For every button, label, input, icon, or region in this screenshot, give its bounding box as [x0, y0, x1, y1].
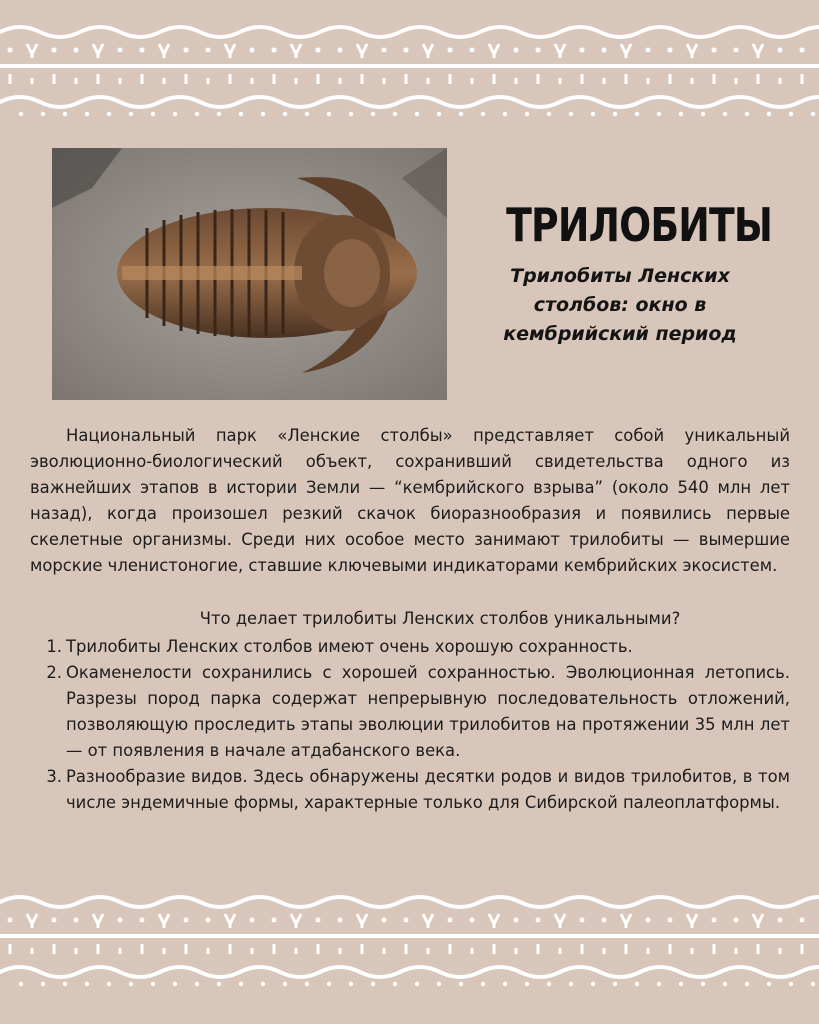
ornament-tick — [735, 78, 738, 84]
ornament-tick — [9, 74, 12, 84]
ornament-tick — [625, 944, 628, 954]
ornament-tick — [229, 944, 232, 954]
ornament-tick — [603, 78, 606, 84]
ornament-dot — [602, 918, 607, 923]
ornament-dot — [470, 918, 475, 923]
ornament-tick — [515, 78, 518, 84]
ornament-dot — [481, 982, 485, 986]
ornament-dot — [118, 918, 123, 923]
ornament-dot — [107, 112, 111, 116]
ornament-dot — [129, 112, 133, 116]
ornament-motif — [555, 44, 565, 58]
ornament-band-top — [0, 8, 819, 118]
ornament-tick — [779, 78, 782, 84]
list-number: 3. — [46, 767, 62, 786]
ornament-tick — [75, 948, 78, 954]
ornament-motif — [27, 914, 37, 928]
ornament-dot — [382, 918, 387, 923]
ornament-dot — [679, 982, 683, 986]
ornament-dot — [217, 112, 221, 116]
ornament-dot — [646, 918, 651, 923]
ornament-dot — [140, 48, 145, 53]
features-list — [30, 634, 790, 816]
ornament-dot — [206, 918, 211, 923]
ornament-motif — [687, 914, 697, 928]
ornament-dot — [712, 48, 717, 53]
ornament-dot — [591, 982, 595, 986]
ornament-motif — [291, 914, 301, 928]
ornament-dot — [283, 982, 287, 986]
ornament-tick — [207, 78, 210, 84]
ornament-dot — [569, 112, 573, 116]
ornament-motif — [753, 44, 763, 58]
ornament-tick — [361, 944, 364, 954]
ornament-dot — [437, 982, 441, 986]
ornament-dot — [646, 48, 651, 53]
ornament-dot — [151, 112, 155, 116]
ornament-dot — [547, 112, 551, 116]
ornament-dot — [184, 48, 189, 53]
ornament-dot — [151, 982, 155, 986]
ornament-dot — [393, 112, 397, 116]
ornament-tick — [493, 944, 496, 954]
ornament-tick — [119, 78, 122, 84]
list-text: Трилобиты Ленских столбов имеют очень хорошую сохранность. — [66, 637, 633, 656]
list-text: Окаменелости сохранились с хорошей сохранностью. Эволюционная летопись. Разрезы пород парка содержат непрерывную последовательность отложений, позволяющую проследить этапы эволюции трилобитов на протяжении 35 млн лет — от появления в начале атдабанского века. — [66, 663, 790, 760]
ornament-tick — [713, 74, 716, 84]
ornament-dot — [316, 918, 321, 923]
list-number: 2. — [46, 663, 62, 682]
ornament-dot — [745, 112, 749, 116]
ornament-tick — [119, 948, 122, 954]
ornament-dot — [470, 48, 475, 53]
ornament-motif — [423, 44, 433, 58]
ornament-tick — [647, 78, 650, 84]
ornament-motif — [93, 44, 103, 58]
ornament-tick — [625, 74, 628, 84]
ornament-dot — [41, 112, 45, 116]
ornament-motif — [621, 44, 631, 58]
ornament-dot — [613, 112, 617, 116]
ornament-motif — [357, 44, 367, 58]
ornament-dot — [514, 48, 519, 53]
ornament-dot — [41, 982, 45, 986]
ornament-dot — [173, 982, 177, 986]
ornament-dot — [591, 112, 595, 116]
trilobite-fossil-image — [52, 148, 447, 400]
ornament-tick — [339, 78, 342, 84]
ornament-dot — [107, 982, 111, 986]
ornament-dot — [536, 918, 541, 923]
ornament-tick — [669, 74, 672, 84]
ornament-dot — [63, 982, 67, 986]
ornament-dot — [184, 918, 189, 923]
intro-paragraph — [30, 423, 790, 579]
ornament-motif — [621, 914, 631, 928]
ornament-motif — [159, 44, 169, 58]
ornament-dot — [371, 982, 375, 986]
ornament-tick — [163, 948, 166, 954]
ornament-dot — [349, 982, 353, 986]
ornament-tick — [559, 78, 562, 84]
list-item — [30, 660, 790, 764]
ornament-dot — [668, 918, 673, 923]
list-item — [30, 764, 790, 816]
ornament-motif — [753, 914, 763, 928]
ornament-dot — [129, 982, 133, 986]
ornament-tick — [31, 78, 34, 84]
ornament-tick — [97, 74, 100, 84]
ornament-dot — [448, 48, 453, 53]
ornament-tick — [471, 948, 474, 954]
ornament-tick — [53, 944, 56, 954]
ornament-tick — [251, 78, 254, 84]
ornament-dot — [393, 982, 397, 986]
ornament-motif — [489, 44, 499, 58]
ornament-tick — [53, 74, 56, 84]
ornament-tick — [427, 948, 430, 954]
ornament-dot — [305, 982, 309, 986]
ornament-dot — [338, 48, 343, 53]
page-title: ТРИЛОБИТЫ — [506, 198, 773, 252]
ornament-dot — [371, 112, 375, 116]
ornament-tick — [493, 74, 496, 84]
ornament-dot — [668, 48, 673, 53]
ornament-dot — [778, 918, 783, 923]
ornament-tick — [185, 944, 188, 954]
ornament-dot — [525, 982, 529, 986]
ornament-dot — [85, 112, 89, 116]
ornament-dot — [272, 918, 277, 923]
ornament-dot — [569, 982, 573, 986]
ornament-dot — [404, 48, 409, 53]
ornament-dot — [140, 918, 145, 923]
ornament-dot — [657, 112, 661, 116]
ornament-tick — [31, 948, 34, 954]
ornament-dot — [580, 918, 585, 923]
ornament-tick — [185, 74, 188, 84]
page-subtitle: Трилобиты Ленских столбов: окно в кембрийский период — [503, 265, 737, 345]
ornament-dot — [745, 982, 749, 986]
ornament-dot — [338, 918, 343, 923]
ornament-dot — [459, 982, 463, 986]
ornament-dot — [118, 48, 123, 53]
ornament-dot — [195, 982, 199, 986]
ornament-tick — [141, 944, 144, 954]
ornament-tick — [515, 948, 518, 954]
question-heading: Что делает трилобиты Ленских столбов уникальными? — [199, 609, 681, 628]
ornament-dot — [811, 982, 815, 986]
ornament-dot — [327, 112, 331, 116]
ornament-dot — [217, 982, 221, 986]
ornament-dot — [404, 918, 409, 923]
ornament-tick — [405, 74, 408, 84]
ornament-dot — [712, 918, 717, 923]
ornament-tick — [427, 78, 430, 84]
ornament-tick — [75, 78, 78, 84]
ornament-dot — [85, 982, 89, 986]
ornament-tick — [141, 74, 144, 84]
ornament-dot — [635, 112, 639, 116]
ornament-dot — [547, 982, 551, 986]
ornament-dot — [250, 48, 255, 53]
list-item — [30, 634, 790, 660]
ornament-tick — [559, 948, 562, 954]
ornament-dot — [316, 48, 321, 53]
ornament-dot — [239, 112, 243, 116]
ornament-dot — [327, 982, 331, 986]
ornament-dot — [415, 982, 419, 986]
ornament-tick — [383, 78, 386, 84]
ornament-dot — [602, 48, 607, 53]
ornament-tick — [801, 944, 804, 954]
ornament-dot — [503, 982, 507, 986]
ornament-motif — [93, 914, 103, 928]
ornament-tick — [537, 74, 540, 84]
ornament-tick — [603, 948, 606, 954]
ornament-motif — [357, 914, 367, 928]
ornament-tick — [449, 74, 452, 84]
ornament-dot — [283, 112, 287, 116]
ornament-dot — [8, 918, 13, 923]
ornament-dot — [503, 112, 507, 116]
ornament-tick — [449, 944, 452, 954]
ornament-dot — [811, 112, 815, 116]
ornament-tick — [273, 944, 276, 954]
ornament-dot — [74, 918, 79, 923]
ornament-dot — [8, 48, 13, 53]
ornament-motif — [423, 914, 433, 928]
list-text: Разнообразие видов. Здесь обнаружены десятки родов и видов трилобитов, в том числе эндемичные формы, характерные только для Сибирской палеоплатформы. — [66, 767, 790, 812]
ornament-dot — [437, 112, 441, 116]
ornament-dot — [173, 112, 177, 116]
ornament-tick — [97, 944, 100, 954]
ornament-tick — [361, 74, 364, 84]
ornament-motif — [291, 44, 301, 58]
ornament-dot — [195, 112, 199, 116]
ornament-tick — [405, 944, 408, 954]
intro-text: Национальный парк «Ленские столбы» представляет собой уникальный эволюционно-биологический объект, сохранивший свидетельства одного из важнейших этапов в истории Земли — “кембрийского взрыва” (около 540 млн лет назад), когда произошел резкий скачок биоразнообразия и появились первые скелетные организмы. Среди них особое место занимают трилобиты — вымершие морские членистоногие, ставшие ключевыми индикаторами кембрийских экосистем. — [30, 426, 790, 575]
ornament-tick — [251, 948, 254, 954]
ornament-dot — [701, 982, 705, 986]
ornament-dot — [657, 982, 661, 986]
ornament-dot — [789, 982, 793, 986]
ornament-dot — [723, 982, 727, 986]
ornament-tick — [471, 78, 474, 84]
ornament-dot — [536, 48, 541, 53]
ornament-dot — [800, 48, 805, 53]
ornament-dot — [734, 48, 739, 53]
ornament-dot — [349, 112, 353, 116]
ornament-dot — [767, 982, 771, 986]
ornament-pattern-bottom — [0, 878, 819, 988]
ornament-dot — [415, 112, 419, 116]
ornament-dot — [481, 112, 485, 116]
ornament-motif — [687, 44, 697, 58]
ornament-dot — [459, 112, 463, 116]
ornament-pattern-top — [0, 8, 819, 118]
ornament-dot — [723, 112, 727, 116]
ornament-dot — [272, 48, 277, 53]
ornament-motif — [225, 44, 235, 58]
ornament-tick — [295, 948, 298, 954]
ornament-tick — [779, 948, 782, 954]
ornament-tick — [273, 74, 276, 84]
ornament-dot — [261, 112, 265, 116]
ornament-tick — [735, 948, 738, 954]
ornament-dot — [448, 918, 453, 923]
ornament-tick — [163, 78, 166, 84]
ornament-dot — [239, 982, 243, 986]
ornament-dot — [734, 918, 739, 923]
ornament-tick — [713, 944, 716, 954]
ornament-tick — [207, 948, 210, 954]
ornament-motif — [489, 914, 499, 928]
ornament-dot — [52, 48, 57, 53]
ornament-tick — [229, 74, 232, 84]
ornament-dot — [74, 48, 79, 53]
ornament-dot — [635, 982, 639, 986]
ornament-tick — [647, 948, 650, 954]
ornament-dot — [63, 112, 67, 116]
ornament-tick — [339, 948, 342, 954]
ornament-dot — [580, 48, 585, 53]
ornament-motif — [555, 914, 565, 928]
ornament-dot — [250, 918, 255, 923]
ornament-dot — [514, 918, 519, 923]
ornament-tick — [317, 74, 320, 84]
ornament-tick — [317, 944, 320, 954]
ornament-dot — [701, 112, 705, 116]
ornament-tick — [9, 944, 12, 954]
ornament-dot — [206, 48, 211, 53]
trilobite-photo — [52, 148, 447, 400]
ornament-tick — [581, 944, 584, 954]
ornament-dot — [305, 112, 309, 116]
ornament-band-bottom — [0, 878, 819, 988]
ornament-dot — [382, 48, 387, 53]
ornament-dot — [767, 112, 771, 116]
list-number: 1. — [46, 637, 62, 656]
ornament-tick — [537, 944, 540, 954]
ornament-tick — [801, 74, 804, 84]
ornament-tick — [669, 944, 672, 954]
ornament-tick — [295, 78, 298, 84]
ornament-motif — [159, 914, 169, 928]
ornament-dot — [789, 112, 793, 116]
ornament-dot — [800, 918, 805, 923]
ornament-motif — [27, 44, 37, 58]
ornament-tick — [581, 74, 584, 84]
ornament-tick — [757, 944, 760, 954]
ornament-dot — [613, 982, 617, 986]
ornament-dot — [679, 112, 683, 116]
ornament-dot — [525, 112, 529, 116]
ornament-tick — [383, 948, 386, 954]
ornament-motif — [225, 914, 235, 928]
ornament-tick — [691, 78, 694, 84]
ornament-tick — [757, 74, 760, 84]
ornament-dot — [52, 918, 57, 923]
ornament-dot — [19, 982, 23, 986]
ornament-dot — [19, 112, 23, 116]
ornament-tick — [691, 948, 694, 954]
ornament-dot — [261, 982, 265, 986]
ornament-dot — [778, 48, 783, 53]
